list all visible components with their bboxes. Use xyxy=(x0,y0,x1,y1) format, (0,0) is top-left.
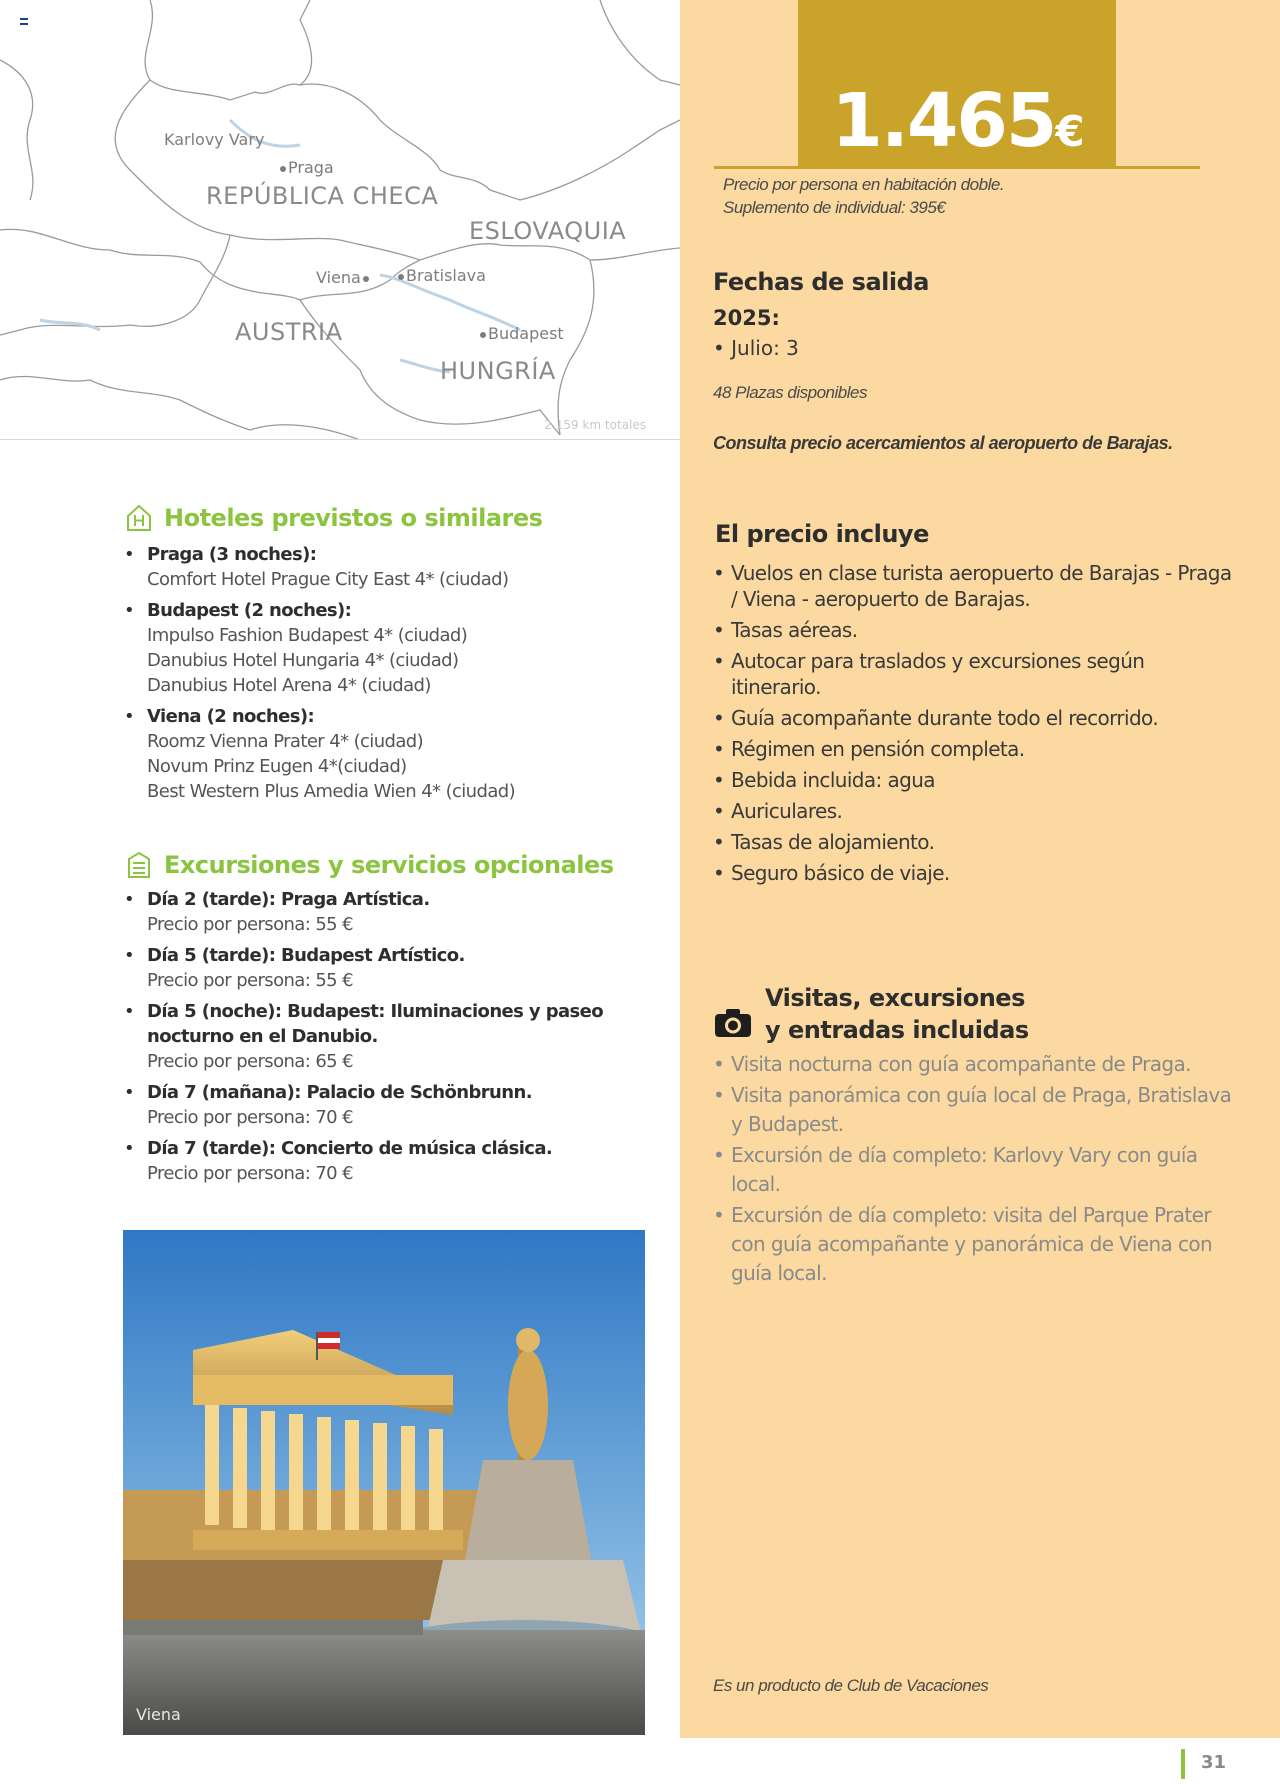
list-item xyxy=(124,1080,654,1130)
departure-dates-title: Fechas de salida xyxy=(713,268,929,296)
excursion-price: Precio por persona: 70 € xyxy=(147,1163,354,1184)
price-box xyxy=(798,0,1116,168)
map-city-vienna xyxy=(316,268,371,287)
excursion-price: Precio por persona: 55 € xyxy=(147,914,354,935)
list-item: • Vuelos en clase turista aeropuerto de Barajas - Praga / Viena - aeropuerto de Barajas. xyxy=(713,560,1233,612)
list-item: • Auriculares. xyxy=(713,798,1233,824)
map-city-bratislava xyxy=(398,266,486,285)
photo-caption: Viena xyxy=(136,1705,181,1724)
list-item: • Autocar para traslados y excursiones según itinerario. xyxy=(713,648,1233,700)
excursion-title: • Día 2 (tarde): Praga Artística. xyxy=(147,889,430,910)
departure-year: 2025: xyxy=(713,306,780,330)
price-includes-list xyxy=(713,560,1233,891)
price-note xyxy=(723,173,1203,219)
list-item xyxy=(124,999,654,1074)
city-dot-icon xyxy=(398,274,404,280)
trip-info-panel xyxy=(680,0,1280,1738)
excursions-title: Excursiones y servicios opcionales xyxy=(164,851,614,879)
price-divider xyxy=(714,166,1200,169)
map-city-budapest-label: Budapest xyxy=(488,324,564,343)
hotel-city-title: • Viena (2 noches): xyxy=(147,706,315,727)
included-visits-title-line: Visitas, excursiones xyxy=(765,984,1025,1012)
hotels-title: Hoteles previstos o similares xyxy=(164,504,543,532)
hotel-name: Novum Prinz Eugen 4*(ciudad) xyxy=(147,756,407,777)
hotel-city-title: • Budapest (2 noches): xyxy=(147,600,352,621)
list-item xyxy=(124,704,664,804)
list-item xyxy=(124,542,664,592)
available-seats: 48 Plazas disponibles xyxy=(713,383,867,402)
airport-transfer-note: Consulta precio acercamientos al aeropuerto de Barajas. xyxy=(713,433,1173,453)
ticket-icon xyxy=(124,850,154,880)
map-flag-marker xyxy=(20,18,28,25)
excursion-title: • Día 7 (mañana): Palacio de Schönbrunn. xyxy=(147,1082,532,1103)
list-item: • Bebida incluida: agua xyxy=(713,767,1233,793)
hotel-name: Comfort Hotel Prague City East 4* (ciudad) xyxy=(147,569,509,590)
departure-date-text: Julio: 3 xyxy=(731,336,799,360)
map-city-prague-label: Praga xyxy=(288,158,334,177)
list-item: • Excursión de día completo: visita del Parque Prater con guía acompañante y panorámica de Viena con guía local. xyxy=(713,1201,1238,1288)
hotels-heading xyxy=(124,503,542,533)
map-city-budapest xyxy=(480,324,564,343)
list-item: • Excursión de día completo: Karlovy Vary con guía local. xyxy=(713,1141,1238,1199)
list-item: • Visita panorámica con guía local de Praga, Bratislava y Budapest. xyxy=(713,1081,1238,1139)
page-number-bar xyxy=(1181,1749,1185,1779)
photo-illustration xyxy=(123,1230,645,1735)
price-value xyxy=(798,78,1116,164)
map-country-austria: AUSTRIA xyxy=(235,318,343,346)
city-dot-icon xyxy=(280,166,286,172)
map-city-prague xyxy=(280,158,334,177)
hotel-name: Danubius Hotel Arena 4* (ciudad) xyxy=(147,675,431,696)
hotel-name: Roomz Vienna Prater 4* (ciudad) xyxy=(147,731,424,752)
hotels-list xyxy=(124,542,664,810)
map-country-hungary: HUNGRÍA xyxy=(440,357,556,385)
excursion-price: Precio por persona: 70 € xyxy=(147,1107,354,1128)
list-item: • Guía acompañante durante todo el recorrido. xyxy=(713,705,1233,731)
map-scale-note: 2.159 km totales xyxy=(544,418,646,432)
price-currency: € xyxy=(1055,107,1083,156)
page-number: 31 xyxy=(1201,1752,1227,1773)
single-supplement-note: Suplemento de individual: 395€ xyxy=(723,198,946,217)
hotel-name: Best Western Plus Amedia Wien 4* (ciudad) xyxy=(147,781,515,802)
map-city-karlovy-vary: Karlovy Vary xyxy=(164,130,265,149)
camera-icon xyxy=(714,1008,752,1038)
list-item: • Régimen en pensión completa. xyxy=(713,736,1233,762)
city-dot-icon xyxy=(480,332,486,338)
excursion-price: Precio por persona: 65 € xyxy=(147,1051,354,1072)
map-city-vienna-label: Viena xyxy=(316,268,361,287)
hotel-city-title: • Praga (3 noches): xyxy=(147,544,317,565)
departure-date-item: • Julio: 3 xyxy=(713,336,799,360)
list-item xyxy=(124,887,654,937)
list-item xyxy=(124,598,664,698)
map-country-slovakia: ESLOVAQUIA xyxy=(469,217,627,245)
list-item: • Tasas aéreas. xyxy=(713,617,1233,643)
excursion-title: • Día 5 (noche): Budapest: Iluminaciones y paseo nocturno en el Danubio. xyxy=(147,1001,604,1047)
included-visits-title xyxy=(765,982,1029,1046)
map-city-bratislava-label: Bratislava xyxy=(406,266,486,285)
list-item: • Tasas de alojamiento. xyxy=(713,829,1233,855)
price-includes-title: El precio incluye xyxy=(715,520,929,548)
list-item: • Seguro básico de viaje. xyxy=(713,860,1233,886)
hotel-name: Danubius Hotel Hungaria 4* (ciudad) xyxy=(147,650,459,671)
list-item: • Visita nocturna con guía acompañante de Praga. xyxy=(713,1050,1238,1079)
included-visits-title-line: y entradas incluidas xyxy=(765,1016,1029,1044)
excursion-price: Precio por persona: 55 € xyxy=(147,970,354,991)
excursions-list xyxy=(124,887,654,1192)
hotel-name: Impulso Fashion Budapest 4* (ciudad) xyxy=(147,625,468,646)
hotel-icon xyxy=(124,503,154,533)
list-item xyxy=(124,1136,654,1186)
excursions-heading xyxy=(124,850,614,880)
route-map xyxy=(0,0,680,440)
excursion-title: • Día 5 (tarde): Budapest Artístico. xyxy=(147,945,465,966)
list-item xyxy=(124,943,654,993)
brand-note: Es un producto de Club de Vacaciones xyxy=(713,1676,989,1695)
city-dot-icon xyxy=(363,276,369,282)
vienna-parliament-photo xyxy=(123,1230,645,1735)
map-country-czech: REPÚBLICA CHECA xyxy=(206,182,439,210)
price-note-line: Precio por persona en habitación doble. xyxy=(723,175,1005,194)
price-amount: 1.465 xyxy=(831,78,1056,164)
excursion-title: • Día 7 (tarde): Concierto de música clásica. xyxy=(147,1138,553,1159)
included-visits-list xyxy=(713,1050,1238,1290)
